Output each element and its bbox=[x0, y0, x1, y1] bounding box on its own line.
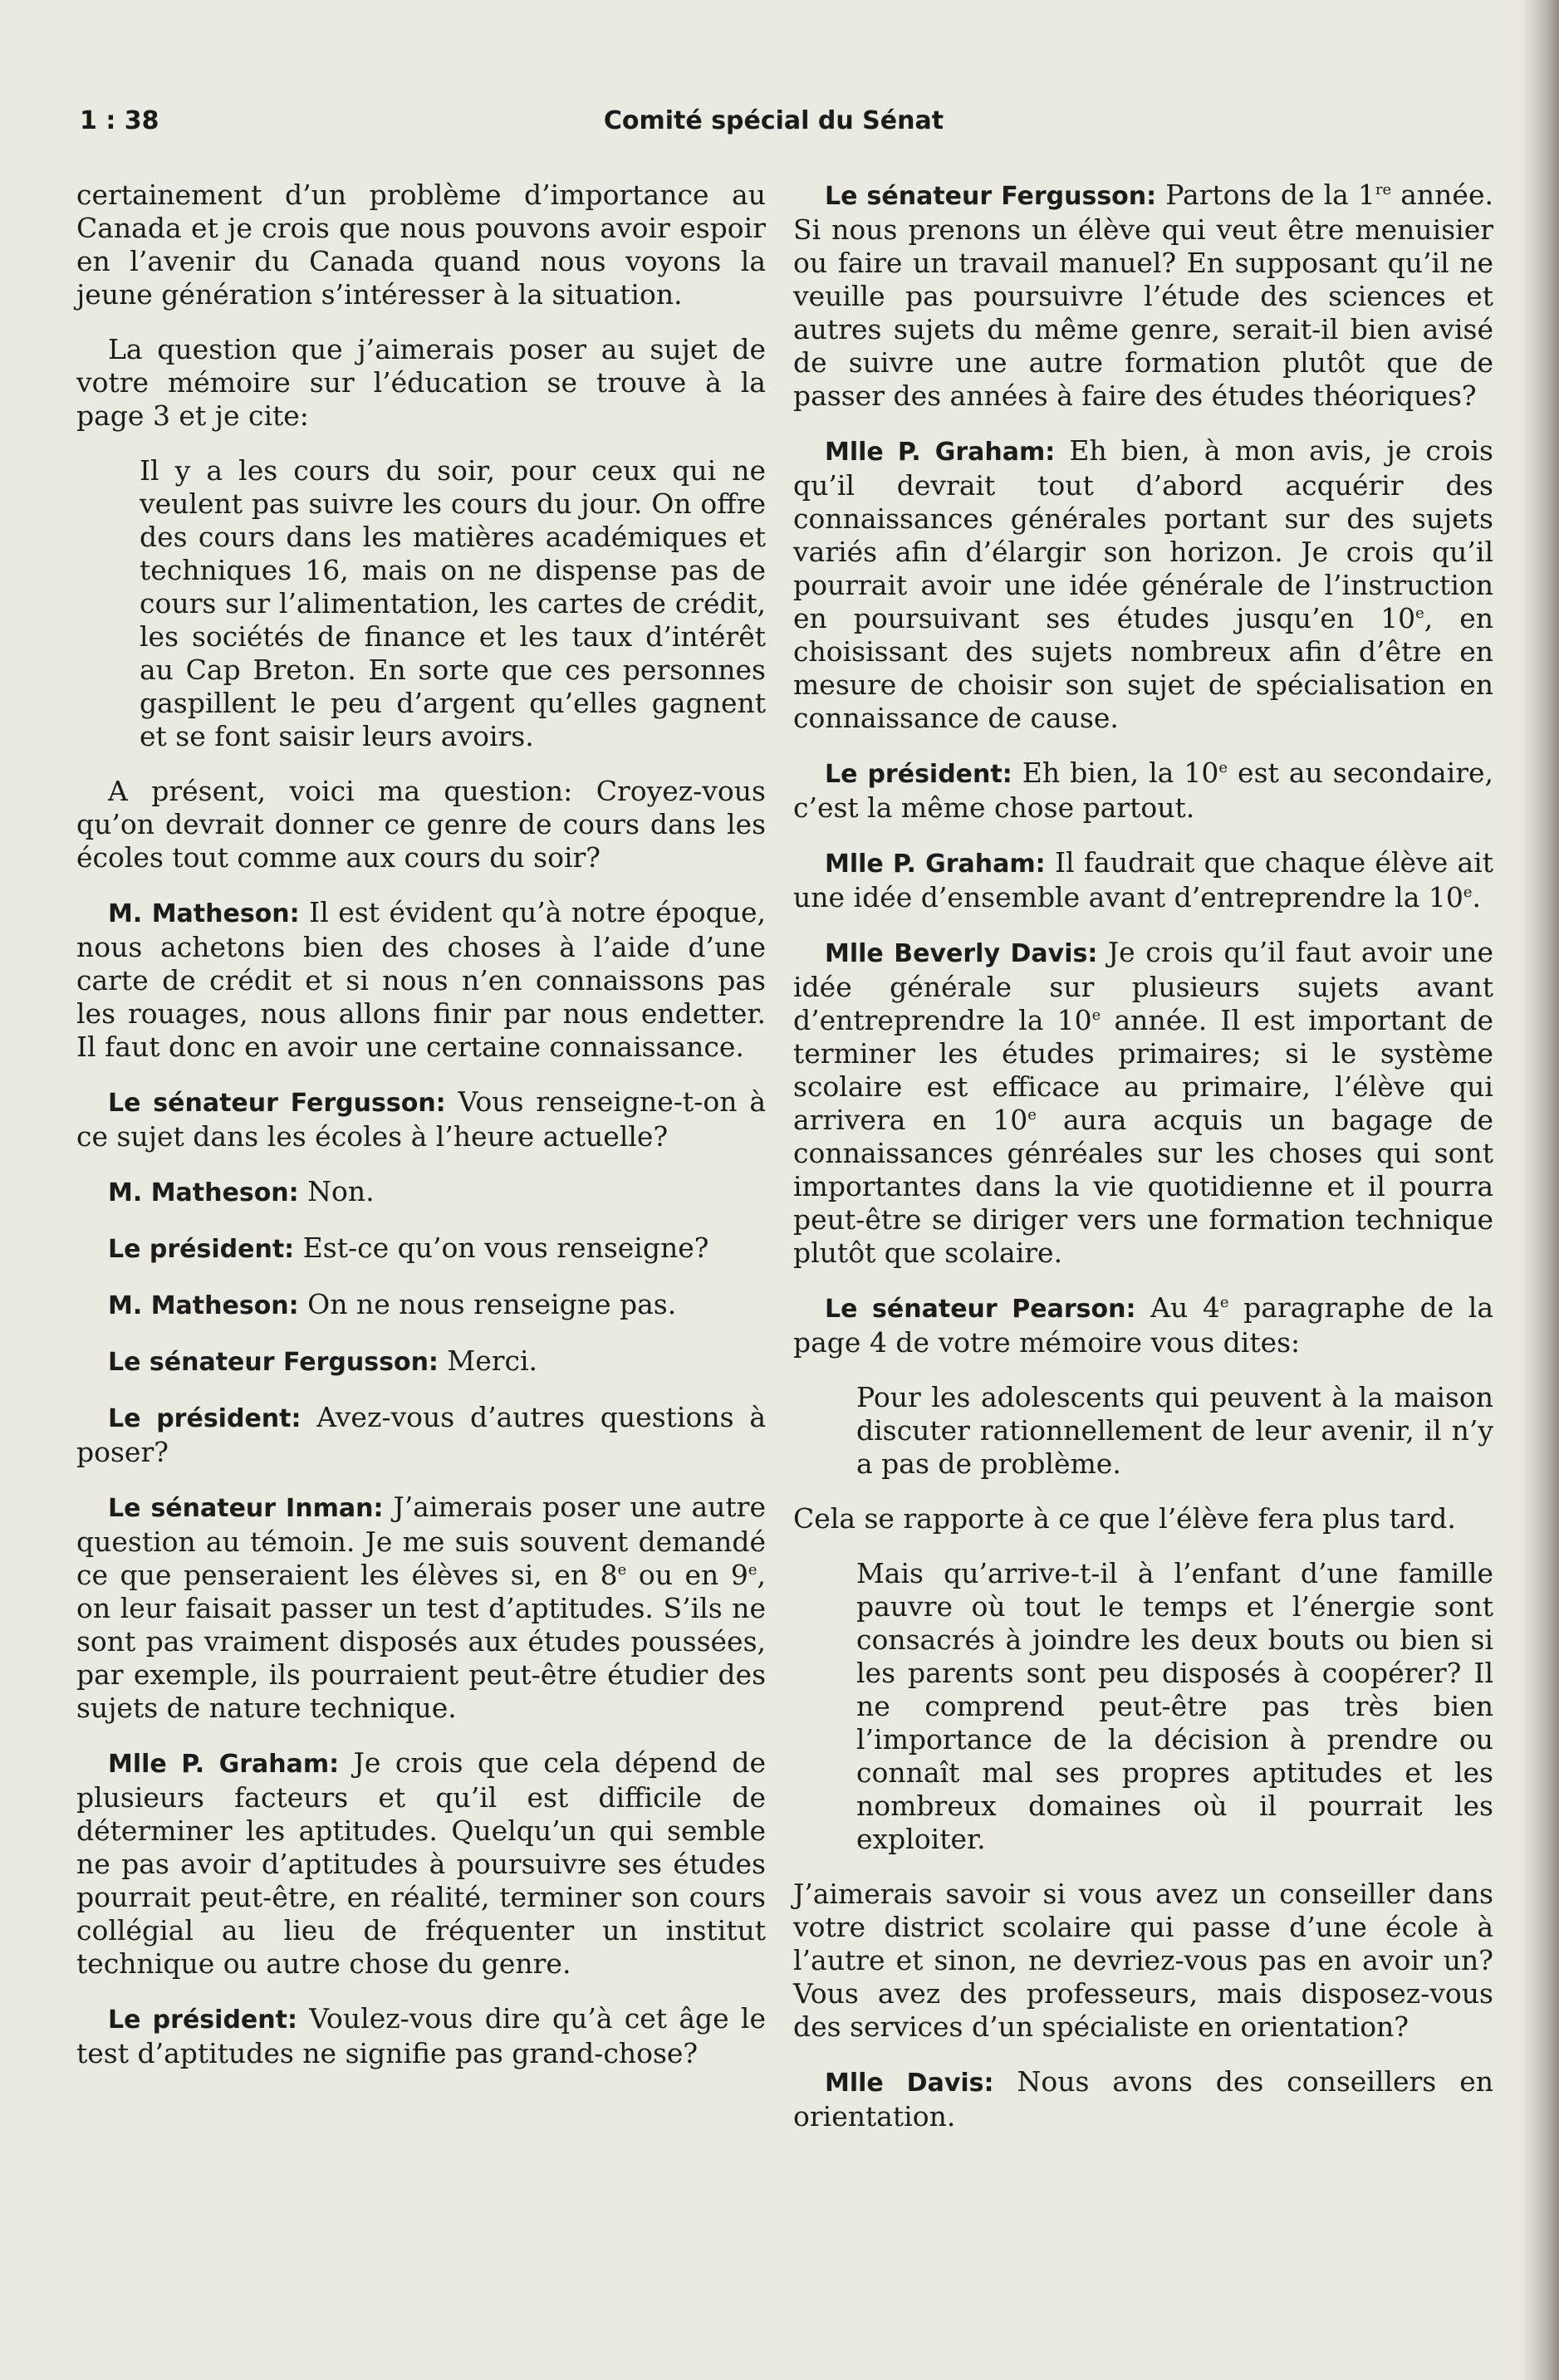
speaker-name: Mlle Davis: bbox=[825, 2069, 994, 2098]
speech-text: Au 4 bbox=[1135, 1291, 1220, 1324]
speaker-name: Le sénateur Fergusson: bbox=[825, 182, 1157, 211]
block-quote: Il y a les cours du soir, pour ceux qui ne veulent pas suivre les cours du jour. On offre des cours dans les matières académiques et techniques 16, mais on ne dispense pas de cours sur l’alimentation, les cartes de crédit, les sociétés de finance et les taux d’intérêt au Cap Breton. En sorte que ces personnes gaspillent le peu d’argent qu’elles gagnent et se font saisir leurs avoirs. bbox=[140, 454, 766, 752]
speaker-turn bbox=[793, 936, 1493, 1270]
speaker-turn bbox=[793, 434, 1493, 735]
speech-text: Nous avons des conseillers en orientation. bbox=[793, 2065, 1493, 2133]
speaker-name: Le président: bbox=[108, 2005, 297, 2035]
paragraph: La question que j’aimerais poser au sujet de votre mémoire sur l’éducation se trouve à la page 3 et je cite: bbox=[76, 333, 766, 432]
speech-text: Voulez-vous dire qu’à cet âge le test d’aptitudes ne signifie pas grand-chose? bbox=[76, 2002, 767, 2069]
superscript: re bbox=[1375, 181, 1392, 198]
superscript: e bbox=[617, 1561, 627, 1579]
superscript: e bbox=[1218, 759, 1228, 776]
speaker-turn bbox=[793, 757, 1493, 825]
speaker-turn bbox=[76, 1232, 766, 1266]
superscript: e bbox=[1463, 884, 1473, 901]
speech-text: Merci. bbox=[438, 1344, 538, 1377]
speaker-turn bbox=[76, 1288, 766, 1323]
speaker-turn bbox=[76, 1746, 766, 1981]
speech-text: année. Il est important de terminer les études primaires; si le système scolaire est efficace au primaire, l’élève qui arrivera en 10 bbox=[793, 1004, 1493, 1136]
speech-text: ou en 9 bbox=[626, 1559, 748, 1591]
page-header bbox=[80, 106, 1468, 148]
speaker-name: Le sénateur Inman: bbox=[108, 1494, 384, 1523]
speaker-turn bbox=[76, 1175, 766, 1210]
speaker-name: Mlle Beverly Davis: bbox=[825, 939, 1098, 968]
speech-text: paragraphe de la page 4 de votre mémoire vous dites: bbox=[793, 1291, 1493, 1359]
speaker-name: Mlle P. Graham: bbox=[825, 850, 1046, 879]
speech-text: , en choisissant des sujets nombreux afin d’être en mesure de choisir son sujet de spécialisation en connaissance de cause. bbox=[793, 602, 1494, 734]
speech-text: est au secondaire, c’est la même chose partout. bbox=[793, 757, 1493, 824]
paragraph: A présent, voici ma question: Croyez-vous qu’on devrait donner ce genre de cours dans les écoles tout comme aux cours du soir? bbox=[76, 775, 766, 874]
superscript: e bbox=[748, 1561, 757, 1579]
paragraph: certainement d’un problème d’importance au Canada et je crois que nous pouvons avoir espoir en l’avenir du Canada quand nous voyons la jeune génération s’intéresser à la situation. bbox=[76, 179, 766, 311]
speaker-name: Le président: bbox=[108, 1235, 295, 1264]
superscript: e bbox=[1091, 1006, 1101, 1024]
speech-text: Je crois que cela dépend de plusieurs facteurs et qu’il est difficile de déterminer les aptitudes. Quelqu’un qui semble ne pas avoir d’aptitudes à poursuivre ses études pourrait peut-être, en réalité, terminer son cours collégial au lieu de fréquenter un institut technique ou autre chose du genre. bbox=[76, 1746, 766, 1980]
speaker-turn bbox=[793, 1291, 1493, 1359]
right-column bbox=[793, 179, 1493, 2155]
speaker-name: M. Matheson: bbox=[108, 1178, 299, 1207]
speaker-name: Le sénateur Fergusson: bbox=[108, 1348, 439, 1377]
speaker-turn bbox=[76, 1344, 766, 1379]
speech-text: Vous renseigne-t-on à ce sujet dans les écoles à l’heure actuelle? bbox=[76, 1085, 766, 1153]
running-title: Comité spécial du Sénat bbox=[603, 106, 944, 135]
speaker-turn bbox=[76, 1491, 766, 1725]
page-number: 1 : 38 bbox=[80, 106, 159, 135]
speech-text: . bbox=[1472, 881, 1482, 913]
speech-text: Eh bien, à mon avis, je crois qu’il devrait tout d’abord acquérir des connaissances générales portant sur des sujets variés afin d’élargir son horizon. Je crois qu’il pourrait avoir une idée générale de l’instruction en poursuivant ses études jusqu’en 10 bbox=[793, 434, 1493, 634]
speaker-name: Le président: bbox=[825, 760, 1012, 789]
speaker-turn bbox=[793, 2065, 1493, 2133]
paragraph: Cela se rapporte à ce que l’élève fera plus tard. bbox=[793, 1502, 1456, 1535]
speech-text: Partons de la 1 bbox=[1156, 179, 1375, 211]
speech-text: On ne nous renseigne pas. bbox=[298, 1288, 677, 1320]
block-quote: Mais qu’arrive-t-il à l’enfant d’une famille pauvre où tout le temps et l’énergie sont consacrés à joindre les deux bouts ou bien si les parents sont peu disposés à coopérer? Il ne comprend peut-être pas très bien l’importance de la décision à prendre ou connaît mal ses propres aptitudes et les nombreux domaines où il pourrait les exploiter. bbox=[856, 1557, 1493, 1855]
speech-text: Est-ce qu’on vous renseigne? bbox=[294, 1232, 709, 1264]
speaker-turn bbox=[793, 846, 1493, 914]
speech-text: Non. bbox=[298, 1175, 375, 1207]
block-quote: Pour les adolescents qui peuvent à la maison discuter rationnellement de leur avenir, il n’y a pas de problème. bbox=[856, 1381, 1493, 1480]
left-column bbox=[76, 179, 766, 2092]
speaker-turn bbox=[76, 2002, 766, 2070]
speech-text: Avez-vous d’autres questions à poser? bbox=[76, 1401, 766, 1468]
speech-text: Eh bien, la 10 bbox=[1012, 757, 1219, 789]
superscript: e bbox=[1219, 1294, 1229, 1311]
paragraph: J’aimerais savoir si vous avez un conseiller dans votre district scolaire qui passe d’une école à l’autre et sinon, ne devriez-vous pas en avoir un? Vous avez des professeurs, mais disposez-vous des services d’un spécialiste en orientation? bbox=[793, 1878, 1493, 2043]
speaker-name: M. Matheson: bbox=[108, 1291, 299, 1320]
speaker-name: Le sénateur Pearson: bbox=[825, 1295, 1136, 1324]
speech-text: , on leur faisait passer un test d’aptitudes. S’ils ne sont pas vraiment disposés aux études poussées, par exemple, ils pourraient peut-être étudier des sujets de nature technique. bbox=[76, 1559, 767, 1724]
superscript: e bbox=[1415, 605, 1424, 622]
speaker-turn bbox=[76, 1401, 766, 1469]
speech-text: Je crois qu’il faut avoir une idée générale sur plusieurs sujets avant d’entreprendre la 10 bbox=[793, 936, 1493, 1036]
superscript: e bbox=[1027, 1106, 1037, 1124]
speaker-name: Le président: bbox=[108, 1404, 302, 1433]
speaker-name: Mlle P. Graham: bbox=[825, 438, 1056, 467]
speaker-turn bbox=[76, 1085, 766, 1153]
speaker-name: Mlle P. Graham: bbox=[108, 1750, 340, 1779]
book-binding-edge bbox=[1519, 0, 1559, 2380]
speaker-turn bbox=[793, 179, 1493, 413]
speech-text: Il est évident qu’à notre époque, nous achetons bien des choses à l’aide d’une carte de crédit et si nous n’en connaissons pas les rouages, nous allons finir par nous endetter. Il faut donc en avoir une certaine connaissance. bbox=[76, 896, 766, 1063]
speech-text: année. Si nous prenons un élève qui veut être menuisier ou faire un travail manuel? En supposant qu’il ne veuille pas poursuivre l’étude des sciences et autres sujets du même genre, serait-il bien avisé de suivre une autre formation plutôt que de passer des années à faire des études théoriques? bbox=[793, 179, 1493, 412]
speaker-turn bbox=[76, 896, 766, 1064]
speech-text: Il faudrait que chaque élève ait une idée d’ensemble avant d’entreprendre la 10 bbox=[793, 846, 1493, 913]
speech-text: aura acquis un bagage de connaissances génréales sur les choses qui sont importantes dans la vie quotidienne et il pourra peut-être se diriger vers une formation technique plutôt que scolaire. bbox=[793, 1104, 1494, 1269]
speech-text: J’aimerais poser une autre question au témoin. Je me suis souvent demandé ce que penseraient les élèves si, en 8 bbox=[76, 1491, 766, 1591]
speaker-name: M. Matheson: bbox=[108, 899, 300, 928]
speaker-name: Le sénateur Fergusson: bbox=[108, 1089, 446, 1118]
